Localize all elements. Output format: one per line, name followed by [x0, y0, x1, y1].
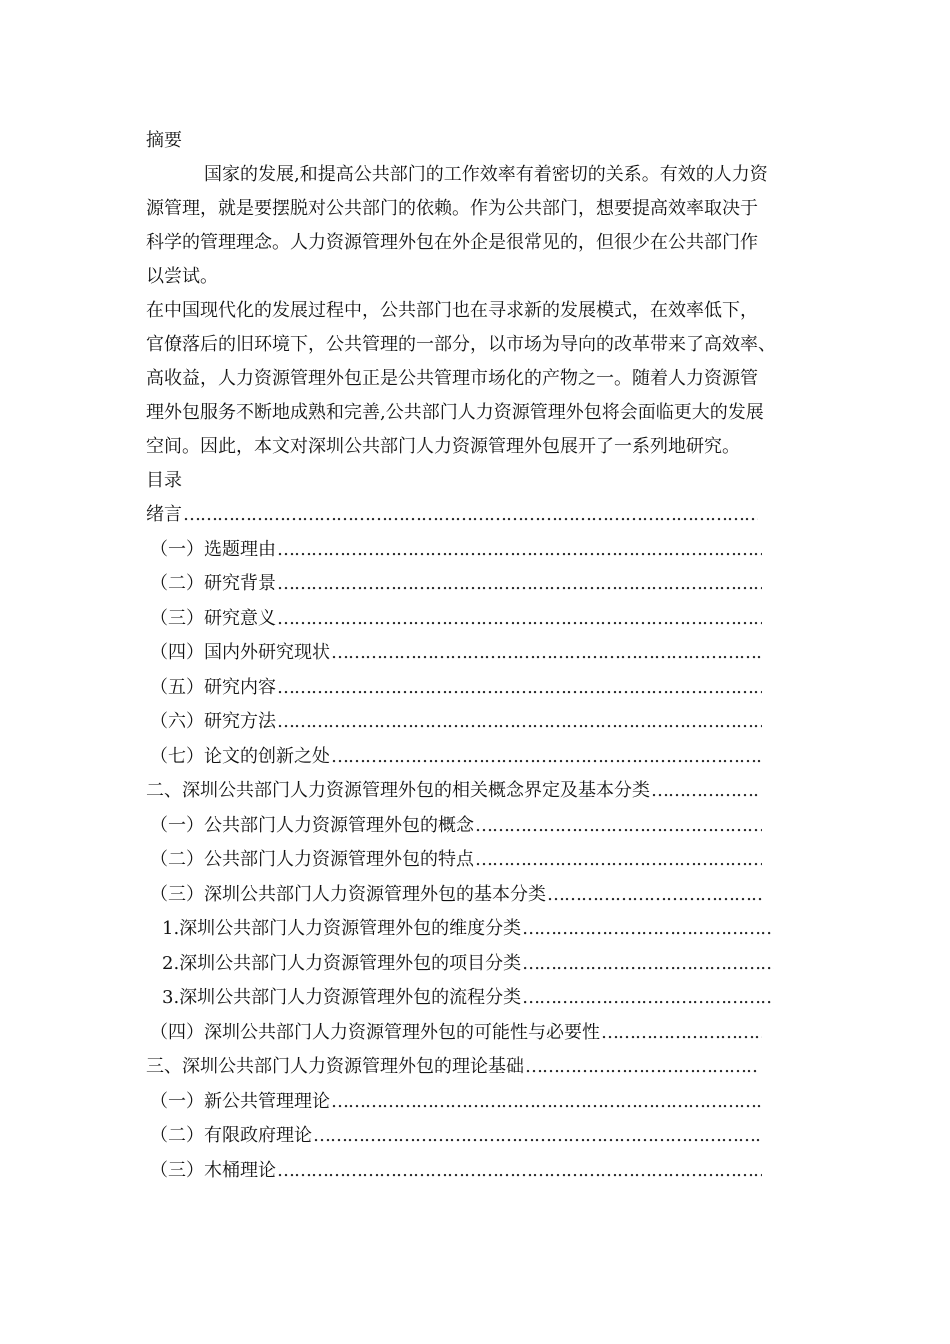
toc-entry-label: （五）研究内容 [150, 676, 276, 698]
document-body [146, 124, 816, 1188]
toc-dot-leader [277, 533, 762, 568]
toc-dot-leader [277, 602, 762, 637]
toc-entry[interactable] [146, 1016, 762, 1051]
toc-dot-leader [277, 567, 762, 602]
toc-entry[interactable] [146, 981, 774, 1016]
toc-dot-leader [313, 1119, 762, 1154]
toc-entry-label: （二）公共部门人力资源管理外包的特点 [150, 849, 474, 870]
toc-entry-label: 二、深圳公共部门人力资源管理外包的相关概念界定及基本分类 [146, 780, 650, 801]
toc-entry-label: （七）论文的创新之处 [150, 745, 330, 767]
toc-entry-label: （一）选题理由 [150, 538, 276, 560]
toc-entry-label: （一）新公共管理理论 [150, 1090, 330, 1112]
table-of-contents [146, 498, 816, 1188]
toc-dot-leader [601, 1016, 762, 1051]
abstract-paragraph-1 [146, 158, 816, 294]
toc-entry[interactable] [146, 1050, 758, 1085]
toc-entry-label: 3.深圳公共部门人力资源管理外包的流程分类 [162, 987, 522, 1008]
abstract-line: 科学的管理理念。人力资源管理外包在外企是很常见的，但很少在公共部门作 [146, 232, 758, 253]
toc-entry[interactable] [146, 602, 762, 637]
toc-heading: 目录 [146, 470, 182, 491]
toc-entry[interactable] [146, 498, 758, 533]
toc-dot-leader [651, 774, 758, 809]
toc-entry-label: （六）研究方法 [150, 711, 276, 732]
toc-entry-label: 绪言 [146, 504, 182, 525]
toc-entry[interactable] [146, 705, 762, 740]
toc-dot-leader [522, 947, 774, 982]
abstract-line: 空间。因此，本文对深圳公共部门人力资源管理外包展开了一系列地研究。 [146, 436, 740, 457]
abstract-line: 国家的发展,和提高公共部门的工作效率有着密切的关系。有效的人力资 [204, 164, 768, 185]
abstract-line: 源管理，就是要摆脱对公共部门的依赖。作为公共部门，想要提高效率取决于 [146, 198, 758, 219]
toc-entry[interactable] [146, 809, 762, 844]
toc-entry-label: （三）研究意义 [150, 607, 276, 629]
toc-dot-leader [475, 809, 762, 844]
toc-entry[interactable] [146, 533, 762, 568]
toc-entry[interactable] [146, 912, 774, 947]
toc-entry[interactable] [146, 947, 774, 982]
toc-entry-label: 2.深圳公共部门人力资源管理外包的项目分类 [162, 952, 522, 974]
toc-entry[interactable] [146, 1119, 762, 1154]
toc-entry[interactable] [146, 878, 762, 913]
toc-entry-label: （一）公共部门人力资源管理外包的概念 [150, 814, 474, 836]
abstract-line: 在中国现代化的发展过程中，公共部门也在寻求新的发展模式，在效率低下， [146, 300, 758, 321]
abstract-line: 高收益，人力资源管理外包正是公共管理市场化的产物之一。随着人力资源管 [146, 368, 758, 389]
toc-entry[interactable] [146, 1154, 762, 1189]
toc-dot-leader [475, 843, 762, 878]
toc-dot-leader [522, 912, 774, 947]
toc-dot-leader [331, 740, 762, 775]
toc-entry[interactable] [146, 567, 762, 602]
toc-entry-label: 1.深圳公共部门人力资源管理外包的维度分类 [162, 918, 522, 939]
toc-dot-leader [183, 498, 758, 533]
toc-dot-leader [277, 1154, 762, 1189]
abstract-line: 以尝试。 [146, 266, 218, 287]
toc-entry-label: （四）国内外研究现状 [150, 642, 330, 663]
toc-entry[interactable] [146, 774, 758, 809]
abstract-line: 官僚落后的旧环境下，公共管理的一部分，以市场为导向的改革带来了高效率、 [146, 334, 776, 355]
toc-entry-label: （二）研究背景 [150, 573, 276, 594]
toc-entry-label: （四）深圳公共部门人力资源管理外包的可能性与必要性 [150, 1021, 600, 1043]
toc-entry[interactable] [146, 1085, 762, 1120]
toc-dot-leader [277, 705, 762, 740]
toc-dot-leader [522, 981, 774, 1016]
toc-entry-label: （三）深圳公共部门人力资源管理外包的基本分类 [150, 883, 546, 905]
toc-entry[interactable] [146, 636, 762, 671]
abstract-paragraph-2 [146, 294, 816, 464]
toc-dot-leader [331, 1085, 762, 1120]
toc-entry[interactable] [146, 671, 762, 706]
toc-entry-label: （二）有限政府理论 [150, 1125, 312, 1146]
abstract-heading: 摘要 [146, 130, 182, 151]
toc-dot-leader [277, 671, 762, 706]
toc-entry[interactable] [146, 740, 762, 775]
toc-dot-leader [547, 878, 762, 913]
toc-dot-leader [331, 636, 762, 671]
toc-entry-label: 三、深圳公共部门人力资源管理外包的理论基础 [146, 1056, 524, 1077]
abstract-line: 理外包服务不断地成熟和完善,公共部门人力资源管理外包将会面临更大的发展 [146, 402, 764, 423]
toc-dot-leader [525, 1050, 758, 1085]
toc-entry-label: （三）木桶理论 [150, 1159, 276, 1181]
toc-entry[interactable] [146, 843, 762, 878]
